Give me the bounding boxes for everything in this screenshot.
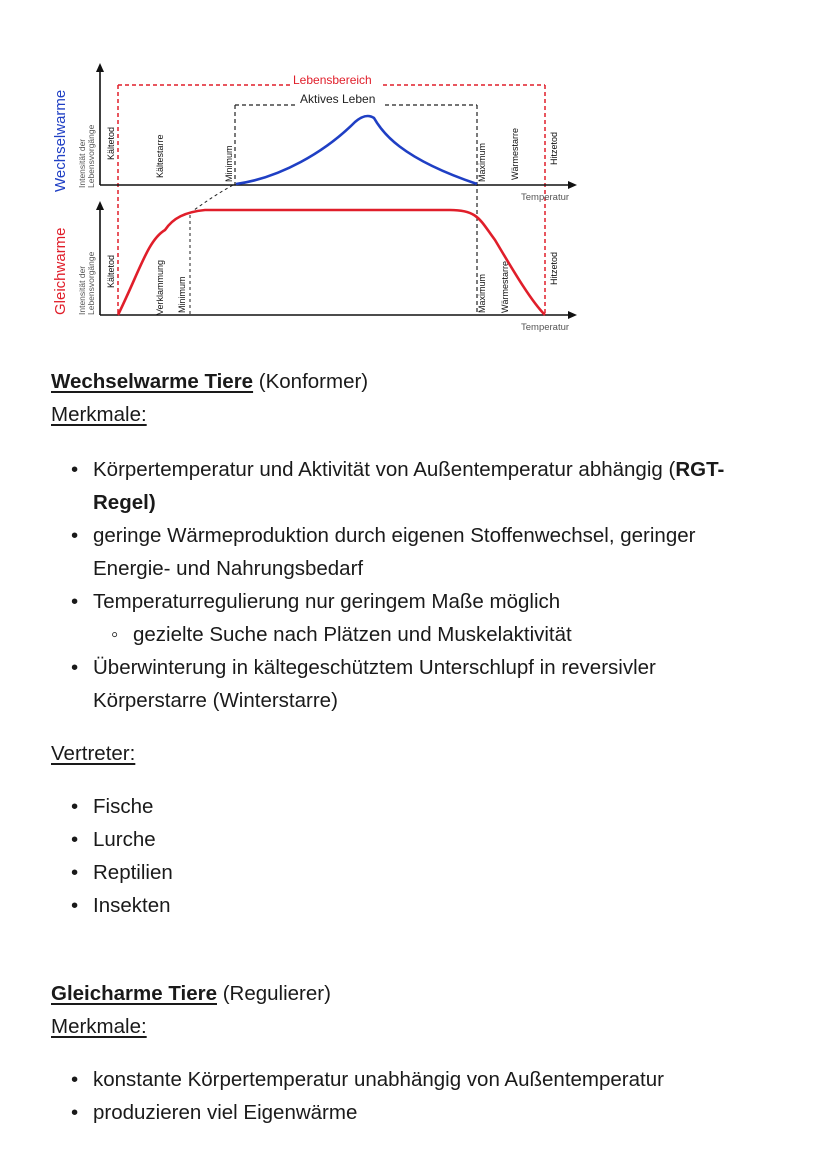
section1-heading xyxy=(51,365,368,398)
upper-kaeltestarre-label: Kältestarre xyxy=(155,134,165,178)
section2-heading xyxy=(51,977,331,1010)
upper-minimum-label: Minimum xyxy=(224,145,234,182)
section1-title: Wechselwarme Tiere xyxy=(51,370,254,393)
section2-merkmale-list xyxy=(51,1063,771,1129)
list-item: • Lurche xyxy=(51,823,771,856)
section1-vertreter-label: Vertreter: xyxy=(51,742,136,765)
upper-waermestarre-label: Wärmestarre xyxy=(510,127,520,180)
aktives-leben-label: Aktives Leben xyxy=(300,92,376,106)
list-item: • Überwinterung in kältegeschütztem Unterschlupf in reversivler Körperstarre (Winterstarre) xyxy=(51,651,771,717)
list-item xyxy=(51,453,771,519)
upper-intensity-label-1: Intensität der xyxy=(77,138,87,188)
lower-axis-label: Temperatur xyxy=(521,322,570,333)
section2-title: Gleicharme Tiere xyxy=(51,982,217,1005)
list-item: • Reptilien xyxy=(51,856,771,889)
lower-verklammung-label: Verklammung xyxy=(155,259,165,315)
lower-waermestarre-label: Wärmestarre xyxy=(500,260,510,313)
lower-maximum-label: Maximum xyxy=(477,273,487,313)
upper-y-arrow-icon xyxy=(96,63,104,72)
sub-list-item: ◦ gezielte Suche nach Plätzen und Muskelaktivität xyxy=(51,618,771,651)
list-item: • Temperaturregulierung nur geringem Maße möglich xyxy=(51,585,771,618)
wechselwarme-curve xyxy=(236,116,477,184)
section2-title-suffix: (Regulierer) xyxy=(217,982,331,1005)
upper-axis-label: Temperatur xyxy=(521,192,570,203)
section1-title-suffix: (Konformer) xyxy=(253,370,369,393)
temperature-diagram xyxy=(40,60,600,350)
upper-axes xyxy=(100,70,570,185)
section1-merkmale-label: Merkmale: xyxy=(51,403,147,426)
lower-intensity-label-1: Intensität der xyxy=(77,265,87,315)
list-item: • Fische xyxy=(51,790,771,823)
section1-merkmale-list xyxy=(51,453,771,717)
lower-x-arrow-icon xyxy=(568,311,577,319)
lower-kaeltetod-label: Kältetod xyxy=(106,254,116,288)
upper-kaeltetod-label: Kältetod xyxy=(106,126,116,160)
wechselwarme-label: Wechselwarme xyxy=(52,89,69,192)
list-item: • geringe Wärmeproduktion durch eigenen Stoffenwechsel, geringer Energie- und Nahrungsbedarf xyxy=(51,519,771,585)
section2-merkmale-label: Merkmale: xyxy=(51,1015,147,1038)
upper-intensity-label-2: Lebensvorgänge xyxy=(86,124,96,188)
lower-y-arrow-icon xyxy=(96,201,104,210)
lower-minimum-label: Minimum xyxy=(177,276,187,313)
merkmal-1-text: Körpertemperatur und Aktivität von Außentemperatur abhängig ( xyxy=(93,458,676,481)
gleichwarme-label: Gleichwarme xyxy=(52,227,69,315)
upper-maximum-label: Maximum xyxy=(477,142,487,182)
section1-vertreter-list xyxy=(51,790,771,922)
upper-x-arrow-icon xyxy=(568,181,577,189)
lower-intensity-label-2: Lebensvorgänge xyxy=(86,251,96,315)
upper-hitzetod-label: Hitzetod xyxy=(549,131,559,165)
merkmal-1-bold: RGT-Regel) xyxy=(93,458,725,514)
list-item: • produzieren viel Eigenwärme xyxy=(51,1096,771,1129)
list-item: • Insekten xyxy=(51,889,771,922)
lower-hitzetod-label: Hitzetod xyxy=(549,251,559,285)
minimum-connector xyxy=(190,184,235,213)
lebensbereich-label: Lebensbereich xyxy=(293,73,372,87)
list-item: • konstante Körpertemperatur unabhängig von Außentemperatur xyxy=(51,1063,771,1096)
